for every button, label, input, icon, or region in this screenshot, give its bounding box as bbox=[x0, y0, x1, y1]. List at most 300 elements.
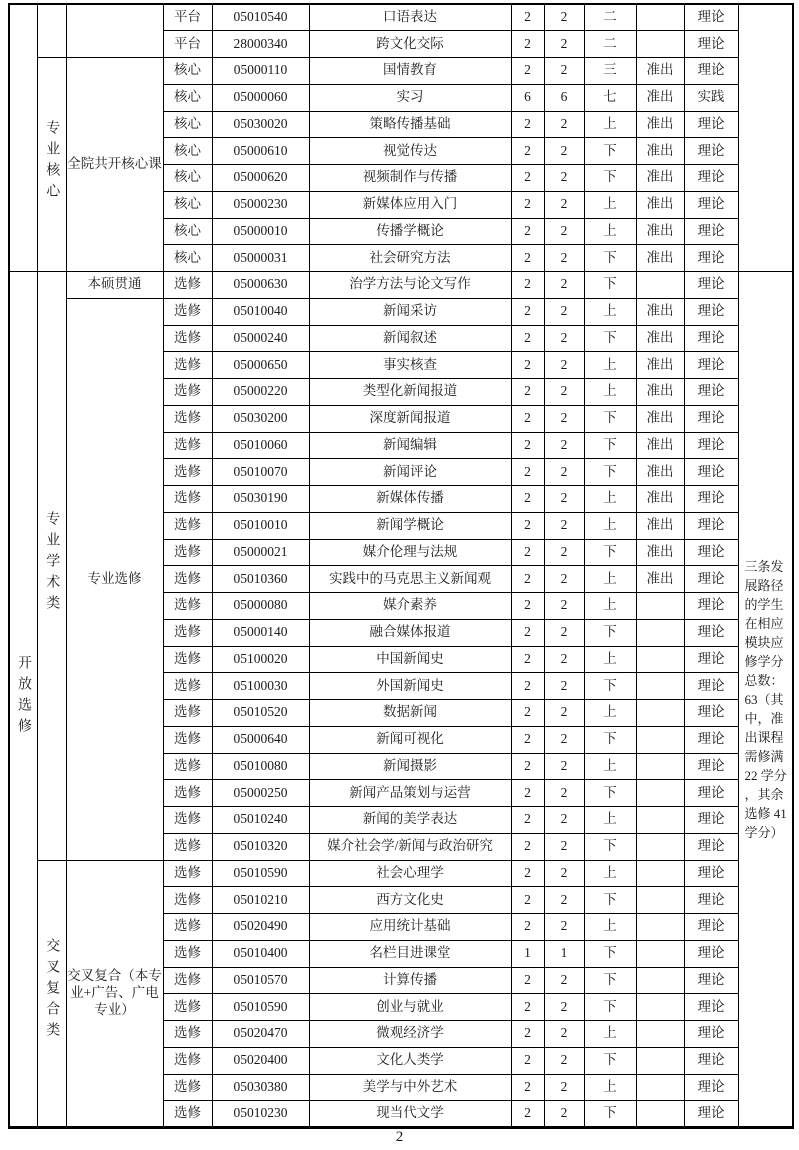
mode-cell: 理论 bbox=[684, 245, 738, 272]
gate-cell: 准出 bbox=[636, 111, 684, 138]
course-name-cell: 新闻学概论 bbox=[309, 512, 511, 539]
term-cell: 上 bbox=[584, 486, 636, 513]
credits-cell: 2 bbox=[511, 780, 544, 807]
course-name-cell: 新闻可视化 bbox=[309, 726, 511, 753]
note-cell bbox=[738, 4, 793, 272]
hours-cell: 2 bbox=[544, 165, 584, 192]
course-code-cell: 05000220 bbox=[212, 379, 309, 406]
subcategory-cell bbox=[37, 4, 66, 58]
mode-cell: 理论 bbox=[684, 512, 738, 539]
course-code-cell: 05010060 bbox=[212, 432, 309, 459]
course-type-cell: 核心 bbox=[163, 138, 212, 165]
gate-cell bbox=[636, 726, 684, 753]
term-cell: 二 bbox=[584, 31, 636, 58]
hours-cell: 2 bbox=[544, 1074, 584, 1101]
mode-cell: 理论 bbox=[684, 298, 738, 325]
term-cell: 下 bbox=[584, 539, 636, 566]
term-cell: 上 bbox=[584, 753, 636, 780]
mode-cell: 理论 bbox=[684, 700, 738, 727]
course-name-cell: 应用统计基础 bbox=[309, 914, 511, 941]
course-type-cell: 选修 bbox=[163, 352, 212, 379]
course-code-cell: 05000140 bbox=[212, 619, 309, 646]
mode-cell: 理论 bbox=[684, 272, 738, 299]
course-type-cell: 选修 bbox=[163, 486, 212, 513]
hours-cell: 2 bbox=[544, 31, 584, 58]
group-cell bbox=[66, 860, 163, 1128]
course-code-cell: 05010080 bbox=[212, 753, 309, 780]
hours-cell: 2 bbox=[544, 914, 584, 941]
gate-cell bbox=[636, 673, 684, 700]
mode-cell: 理论 bbox=[684, 31, 738, 58]
gate-cell bbox=[636, 967, 684, 994]
subcategory-label: 专业学术类 bbox=[44, 510, 60, 616]
course-code-cell: 05000021 bbox=[212, 539, 309, 566]
course-name-cell: 类型化新闻报道 bbox=[309, 379, 511, 406]
course-name-cell: 新闻摄影 bbox=[309, 753, 511, 780]
course-code-cell: 05030020 bbox=[212, 111, 309, 138]
course-name-cell: 西方文化史 bbox=[309, 887, 511, 914]
course-name-cell: 外国新闻史 bbox=[309, 673, 511, 700]
course-type-cell: 核心 bbox=[163, 58, 212, 85]
course-name-cell: 视觉传达 bbox=[309, 138, 511, 165]
course-name-cell: 现当代文学 bbox=[309, 1101, 511, 1128]
credits-cell: 2 bbox=[511, 700, 544, 727]
mode-cell: 理论 bbox=[684, 191, 738, 218]
course-name-cell: 计算传播 bbox=[309, 967, 511, 994]
gate-cell bbox=[636, 646, 684, 673]
credits-cell: 2 bbox=[511, 566, 544, 593]
term-cell: 下 bbox=[584, 967, 636, 994]
course-type-cell: 选修 bbox=[163, 967, 212, 994]
category-label: 开放选修 bbox=[16, 654, 31, 739]
credits-cell: 2 bbox=[511, 1047, 544, 1074]
mode-cell: 理论 bbox=[684, 593, 738, 620]
mode-cell: 理论 bbox=[684, 646, 738, 673]
course-name-cell: 微观经济学 bbox=[309, 1021, 511, 1048]
gate-cell bbox=[636, 860, 684, 887]
credits-cell: 2 bbox=[511, 245, 544, 272]
credits-cell: 2 bbox=[511, 753, 544, 780]
hours-cell: 2 bbox=[544, 967, 584, 994]
course-name-cell: 媒介社会学/新闻与政治研究 bbox=[309, 833, 511, 860]
credits-cell: 2 bbox=[511, 272, 544, 299]
mode-cell: 理论 bbox=[684, 4, 738, 31]
gate-cell bbox=[636, 619, 684, 646]
course-code-cell: 05010070 bbox=[212, 459, 309, 486]
course-code-cell: 05000640 bbox=[212, 726, 309, 753]
course-name-cell: 新闻采访 bbox=[309, 298, 511, 325]
term-cell: 下 bbox=[584, 432, 636, 459]
course-code-cell: 05010540 bbox=[212, 4, 309, 31]
term-cell: 上 bbox=[584, 700, 636, 727]
credits-cell: 6 bbox=[511, 84, 544, 111]
credits-cell: 2 bbox=[511, 539, 544, 566]
hours-cell: 2 bbox=[544, 1047, 584, 1074]
hours-cell: 2 bbox=[544, 379, 584, 406]
credits-cell: 2 bbox=[511, 833, 544, 860]
hours-cell: 2 bbox=[544, 619, 584, 646]
term-cell: 上 bbox=[584, 914, 636, 941]
hours-cell: 6 bbox=[544, 84, 584, 111]
term-cell: 上 bbox=[584, 1074, 636, 1101]
hours-cell: 2 bbox=[544, 994, 584, 1021]
course-type-cell: 选修 bbox=[163, 780, 212, 807]
course-name-cell: 文化人类学 bbox=[309, 1047, 511, 1074]
mode-cell: 理论 bbox=[684, 807, 738, 834]
course-name-cell: 策略传播基础 bbox=[309, 111, 511, 138]
credits-cell: 2 bbox=[511, 860, 544, 887]
gate-cell: 准出 bbox=[636, 58, 684, 85]
course-name-cell: 口语表达 bbox=[309, 4, 511, 31]
hours-cell: 2 bbox=[544, 459, 584, 486]
gate-cell: 准出 bbox=[636, 245, 684, 272]
gate-cell bbox=[636, 4, 684, 31]
course-type-cell: 选修 bbox=[163, 726, 212, 753]
hours-cell: 2 bbox=[544, 405, 584, 432]
gate-cell: 准出 bbox=[636, 432, 684, 459]
credits-cell: 2 bbox=[511, 138, 544, 165]
term-cell: 上 bbox=[584, 111, 636, 138]
term-cell: 上 bbox=[584, 379, 636, 406]
hours-cell: 2 bbox=[544, 566, 584, 593]
course-name-cell: 实习 bbox=[309, 84, 511, 111]
term-cell: 上 bbox=[584, 593, 636, 620]
credits-cell: 2 bbox=[511, 298, 544, 325]
hours-cell: 2 bbox=[544, 673, 584, 700]
mode-cell: 理论 bbox=[684, 753, 738, 780]
mode-cell: 理论 bbox=[684, 967, 738, 994]
course-code-cell: 05010210 bbox=[212, 887, 309, 914]
course-name-cell: 新媒体传播 bbox=[309, 486, 511, 513]
credits-cell: 2 bbox=[511, 914, 544, 941]
gate-cell bbox=[636, 1074, 684, 1101]
course-type-cell: 选修 bbox=[163, 887, 212, 914]
course-name-cell: 传播学概论 bbox=[309, 218, 511, 245]
credits-cell: 2 bbox=[511, 111, 544, 138]
course-type-cell: 选修 bbox=[163, 1047, 212, 1074]
course-code-cell: 05000010 bbox=[212, 218, 309, 245]
course-type-cell: 选修 bbox=[163, 619, 212, 646]
course-name-cell: 数据新闻 bbox=[309, 700, 511, 727]
mode-cell: 理论 bbox=[684, 780, 738, 807]
course-code-cell: 05100030 bbox=[212, 673, 309, 700]
course-code-cell: 28000340 bbox=[212, 31, 309, 58]
credits-cell: 2 bbox=[511, 646, 544, 673]
course-code-cell: 05000650 bbox=[212, 352, 309, 379]
mode-cell: 理论 bbox=[684, 619, 738, 646]
term-cell: 上 bbox=[584, 191, 636, 218]
course-row bbox=[9, 272, 793, 299]
gate-cell bbox=[636, 272, 684, 299]
mode-cell: 理论 bbox=[684, 940, 738, 967]
term-cell: 下 bbox=[584, 780, 636, 807]
mode-cell: 理论 bbox=[684, 726, 738, 753]
curriculum-table-body bbox=[9, 4, 793, 1128]
group-label: 本硕贯通 bbox=[87, 276, 142, 292]
group-label: 专业选修 bbox=[87, 570, 142, 586]
course-name-cell: 新闻产品策划与运营 bbox=[309, 780, 511, 807]
mode-cell: 理论 bbox=[684, 673, 738, 700]
term-cell: 下 bbox=[584, 165, 636, 192]
gate-cell bbox=[636, 994, 684, 1021]
course-code-cell: 05030190 bbox=[212, 486, 309, 513]
course-type-cell: 核心 bbox=[163, 218, 212, 245]
course-code-cell: 05010590 bbox=[212, 994, 309, 1021]
hours-cell: 2 bbox=[544, 4, 584, 31]
course-code-cell: 05000250 bbox=[212, 780, 309, 807]
credits-cell: 2 bbox=[511, 619, 544, 646]
course-name-cell: 融合媒体报道 bbox=[309, 619, 511, 646]
mode-cell: 理论 bbox=[684, 1047, 738, 1074]
mode-cell: 理论 bbox=[684, 539, 738, 566]
course-type-cell: 选修 bbox=[163, 646, 212, 673]
term-cell: 下 bbox=[584, 1101, 636, 1128]
mode-cell: 理论 bbox=[684, 1101, 738, 1128]
term-cell: 下 bbox=[584, 138, 636, 165]
hours-cell: 2 bbox=[544, 833, 584, 860]
gate-cell bbox=[636, 833, 684, 860]
course-name-cell: 社会研究方法 bbox=[309, 245, 511, 272]
course-code-cell: 05000060 bbox=[212, 84, 309, 111]
mode-cell: 理论 bbox=[684, 566, 738, 593]
term-cell: 七 bbox=[584, 84, 636, 111]
term-cell: 下 bbox=[584, 726, 636, 753]
gate-cell bbox=[636, 780, 684, 807]
course-type-cell: 选修 bbox=[163, 994, 212, 1021]
gate-cell bbox=[636, 807, 684, 834]
gate-cell bbox=[636, 1047, 684, 1074]
credits-cell: 2 bbox=[511, 1021, 544, 1048]
course-code-cell: 05020490 bbox=[212, 914, 309, 941]
group-cell bbox=[66, 298, 163, 860]
hours-cell: 2 bbox=[544, 298, 584, 325]
group-label: 全院共开核心课 bbox=[67, 156, 162, 172]
course-code-cell: 05000031 bbox=[212, 245, 309, 272]
course-code-cell: 05000080 bbox=[212, 593, 309, 620]
course-code-cell: 05010240 bbox=[212, 807, 309, 834]
course-name-cell: 事实核查 bbox=[309, 352, 511, 379]
mode-cell: 理论 bbox=[684, 352, 738, 379]
course-code-cell: 05010360 bbox=[212, 566, 309, 593]
course-code-cell: 05000620 bbox=[212, 165, 309, 192]
hours-cell: 2 bbox=[544, 272, 584, 299]
mode-cell: 理论 bbox=[684, 887, 738, 914]
course-code-cell: 05020470 bbox=[212, 1021, 309, 1048]
course-name-cell: 社会心理学 bbox=[309, 860, 511, 887]
curriculum-table bbox=[8, 3, 794, 1129]
credits-cell: 2 bbox=[511, 58, 544, 85]
course-name-cell: 跨文化交际 bbox=[309, 31, 511, 58]
hours-cell: 2 bbox=[544, 111, 584, 138]
mode-cell: 理论 bbox=[684, 1074, 738, 1101]
course-name-cell: 媒介素养 bbox=[309, 593, 511, 620]
course-code-cell: 05100020 bbox=[212, 646, 309, 673]
mode-cell: 理论 bbox=[684, 218, 738, 245]
gate-cell: 准出 bbox=[636, 325, 684, 352]
hours-cell: 2 bbox=[544, 1021, 584, 1048]
course-type-cell: 选修 bbox=[163, 833, 212, 860]
group-cell bbox=[66, 272, 163, 299]
term-cell: 上 bbox=[584, 1021, 636, 1048]
gate-cell: 准出 bbox=[636, 138, 684, 165]
hours-cell: 2 bbox=[544, 593, 584, 620]
hours-cell: 2 bbox=[544, 512, 584, 539]
hours-cell: 2 bbox=[544, 807, 584, 834]
gate-cell: 准出 bbox=[636, 405, 684, 432]
credits-cell: 2 bbox=[511, 4, 544, 31]
course-type-cell: 选修 bbox=[163, 405, 212, 432]
gate-cell: 准出 bbox=[636, 459, 684, 486]
course-code-cell: 05010320 bbox=[212, 833, 309, 860]
gate-cell bbox=[636, 593, 684, 620]
course-type-cell: 选修 bbox=[163, 1021, 212, 1048]
term-cell: 上 bbox=[584, 566, 636, 593]
gate-cell: 准出 bbox=[636, 165, 684, 192]
gate-cell: 准出 bbox=[636, 512, 684, 539]
hours-cell: 2 bbox=[544, 352, 584, 379]
credits-cell: 2 bbox=[511, 1101, 544, 1128]
term-cell: 上 bbox=[584, 218, 636, 245]
subcategory-cell bbox=[37, 860, 66, 1128]
mode-cell: 理论 bbox=[684, 994, 738, 1021]
hours-cell: 2 bbox=[544, 753, 584, 780]
term-cell: 下 bbox=[584, 833, 636, 860]
course-type-cell: 选修 bbox=[163, 593, 212, 620]
course-type-cell: 核心 bbox=[163, 245, 212, 272]
hours-cell: 2 bbox=[544, 325, 584, 352]
course-type-cell: 选修 bbox=[163, 298, 212, 325]
subcategory-cell bbox=[37, 272, 66, 861]
subcategory-label: 交叉复合类 bbox=[44, 938, 60, 1044]
credits-cell: 2 bbox=[511, 459, 544, 486]
course-type-cell: 选修 bbox=[163, 1074, 212, 1101]
course-code-cell: 05010230 bbox=[212, 1101, 309, 1128]
hours-cell: 2 bbox=[544, 191, 584, 218]
hours-cell: 2 bbox=[544, 432, 584, 459]
course-type-cell: 选修 bbox=[163, 432, 212, 459]
credits-cell: 2 bbox=[511, 673, 544, 700]
mode-cell: 理论 bbox=[684, 1021, 738, 1048]
mode-cell: 理论 bbox=[684, 486, 738, 513]
hours-cell: 2 bbox=[544, 245, 584, 272]
credits-cell: 2 bbox=[511, 325, 544, 352]
term-cell: 三 bbox=[584, 58, 636, 85]
gate-cell bbox=[636, 700, 684, 727]
gate-cell: 准出 bbox=[636, 539, 684, 566]
term-cell: 下 bbox=[584, 325, 636, 352]
course-code-cell: 05010520 bbox=[212, 700, 309, 727]
course-row bbox=[9, 58, 793, 85]
credits-cell: 2 bbox=[511, 31, 544, 58]
page-number: 2 bbox=[395, 1129, 404, 1145]
gate-cell: 准出 bbox=[636, 218, 684, 245]
gate-cell bbox=[636, 753, 684, 780]
hours-cell: 2 bbox=[544, 646, 584, 673]
course-name-cell: 新闻评论 bbox=[309, 459, 511, 486]
hours-cell: 2 bbox=[544, 486, 584, 513]
mode-cell: 理论 bbox=[684, 914, 738, 941]
hours-cell: 2 bbox=[544, 138, 584, 165]
course-row bbox=[9, 860, 793, 887]
course-type-cell: 平台 bbox=[163, 31, 212, 58]
term-cell: 二 bbox=[584, 4, 636, 31]
gate-cell: 准出 bbox=[636, 486, 684, 513]
term-cell: 下 bbox=[584, 459, 636, 486]
course-type-cell: 选修 bbox=[163, 512, 212, 539]
mode-cell: 理论 bbox=[684, 165, 738, 192]
credits-cell: 2 bbox=[511, 512, 544, 539]
hours-cell: 2 bbox=[544, 700, 584, 727]
hours-cell: 2 bbox=[544, 218, 584, 245]
course-type-cell: 核心 bbox=[163, 191, 212, 218]
course-code-cell: 05010010 bbox=[212, 512, 309, 539]
course-code-cell: 05010400 bbox=[212, 940, 309, 967]
mode-cell: 理论 bbox=[684, 379, 738, 406]
course-code-cell: 05030380 bbox=[212, 1074, 309, 1101]
mode-cell: 理论 bbox=[684, 58, 738, 85]
hours-cell: 2 bbox=[544, 58, 584, 85]
credits-cell: 2 bbox=[511, 1074, 544, 1101]
course-type-cell: 选修 bbox=[163, 539, 212, 566]
hours-cell: 2 bbox=[544, 539, 584, 566]
group-cell bbox=[66, 58, 163, 272]
course-code-cell: 05000240 bbox=[212, 325, 309, 352]
mode-cell: 理论 bbox=[684, 459, 738, 486]
course-type-cell: 选修 bbox=[163, 272, 212, 299]
course-type-cell: 选修 bbox=[163, 914, 212, 941]
course-type-cell: 核心 bbox=[163, 111, 212, 138]
hours-cell: 2 bbox=[544, 780, 584, 807]
mode-cell: 理论 bbox=[684, 325, 738, 352]
gate-cell bbox=[636, 914, 684, 941]
mode-cell: 理论 bbox=[684, 138, 738, 165]
course-code-cell: 05030200 bbox=[212, 405, 309, 432]
term-cell: 下 bbox=[584, 619, 636, 646]
credits-cell: 2 bbox=[511, 352, 544, 379]
course-code-cell: 05000110 bbox=[212, 58, 309, 85]
gate-cell bbox=[636, 31, 684, 58]
term-cell: 下 bbox=[584, 887, 636, 914]
credits-cell: 2 bbox=[511, 593, 544, 620]
gate-cell: 准出 bbox=[636, 191, 684, 218]
term-cell: 上 bbox=[584, 646, 636, 673]
course-code-cell: 05000630 bbox=[212, 272, 309, 299]
course-name-cell: 新闻叙述 bbox=[309, 325, 511, 352]
course-type-cell: 选修 bbox=[163, 860, 212, 887]
course-type-cell: 选修 bbox=[163, 807, 212, 834]
credits-cell: 1 bbox=[511, 940, 544, 967]
course-code-cell: 05000230 bbox=[212, 191, 309, 218]
course-code-cell: 05000610 bbox=[212, 138, 309, 165]
mode-cell: 理论 bbox=[684, 111, 738, 138]
course-type-cell: 选修 bbox=[163, 459, 212, 486]
gate-cell bbox=[636, 940, 684, 967]
gate-cell: 准出 bbox=[636, 352, 684, 379]
term-cell: 下 bbox=[584, 405, 636, 432]
gate-cell bbox=[636, 887, 684, 914]
mode-cell: 理论 bbox=[684, 833, 738, 860]
hours-cell: 2 bbox=[544, 1101, 584, 1128]
course-name-cell: 中国新闻史 bbox=[309, 646, 511, 673]
term-cell: 上 bbox=[584, 860, 636, 887]
course-name-cell: 新媒体应用入门 bbox=[309, 191, 511, 218]
course-code-cell: 05020400 bbox=[212, 1047, 309, 1074]
credits-cell: 2 bbox=[511, 165, 544, 192]
course-code-cell: 05010040 bbox=[212, 298, 309, 325]
hours-cell: 2 bbox=[544, 887, 584, 914]
course-name-cell: 实践中的马克思主义新闻观 bbox=[309, 566, 511, 593]
course-type-cell: 选修 bbox=[163, 325, 212, 352]
